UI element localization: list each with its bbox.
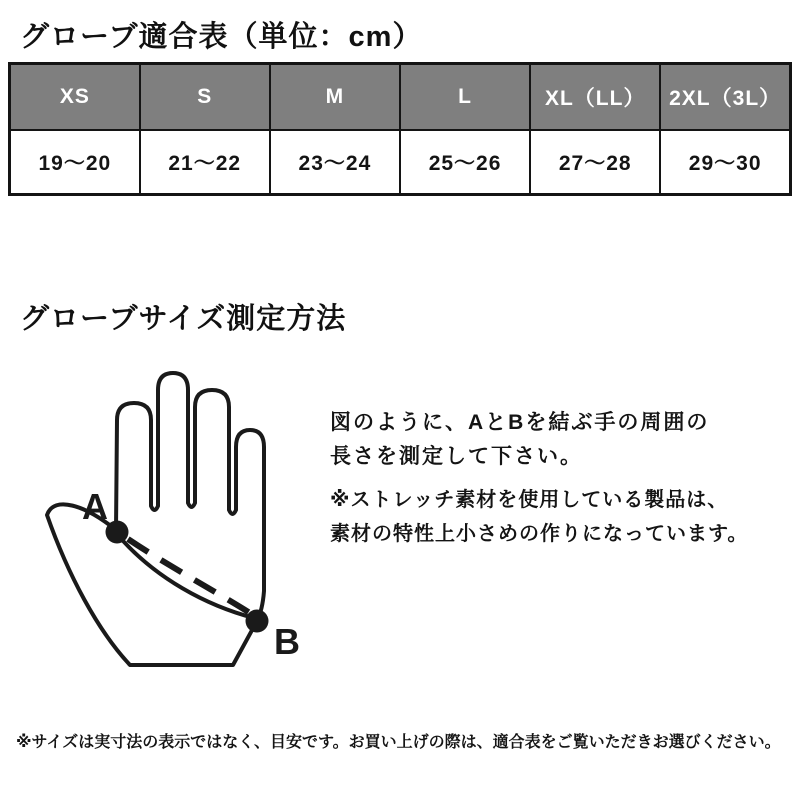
hand-measurement-diagram: [30, 363, 300, 675]
size-header-s: S: [140, 64, 270, 130]
measurement-instructions: [330, 406, 800, 551]
size-header-2xl: 2XL（3L）: [660, 64, 790, 130]
measure-note-line-1: ※ストレッチ素材を使用している製品は、: [330, 489, 729, 511]
size-header-m: M: [270, 64, 400, 130]
page-title: グローブ適合表（単位：cm）: [20, 21, 423, 53]
size-table-value-row: [10, 130, 791, 195]
measure-note-line-2: 素材の特性上小さめの作りになっています。: [330, 523, 749, 545]
size-value-2xl: 29～30: [660, 130, 790, 195]
point-a-label: A: [82, 486, 108, 527]
size-value-s: 21～22: [140, 130, 270, 195]
size-value-xs: 19～20: [10, 130, 140, 195]
size-value-l: 25～26: [400, 130, 530, 195]
size-table-header-row: [10, 64, 791, 130]
size-header-xl: XL（LL）: [530, 64, 660, 130]
hand-outline-shape: [47, 373, 264, 665]
size-table: [8, 62, 792, 196]
measurement-section-heading: グローブサイズ測定方法: [20, 303, 347, 335]
size-value-xl: 27～28: [530, 130, 660, 195]
measure-instruction-line-1: 図のように、AとBを結ぶ手の周囲の: [330, 411, 710, 434]
size-value-m: 23～24: [270, 130, 400, 195]
point-b-label: B: [274, 621, 300, 662]
point-b-dot: [246, 610, 269, 633]
size-header-xs: XS: [10, 64, 140, 130]
footnote-text: ※サイズは実寸法の表示ではなく、目安です。お買い上げの際は、適合表をご覧いただきお選びください。: [16, 734, 781, 751]
point-a-dot: [106, 521, 129, 544]
size-header-l: L: [400, 64, 530, 130]
measure-instruction-line-2: 長さを測定して下さい。: [330, 445, 583, 468]
